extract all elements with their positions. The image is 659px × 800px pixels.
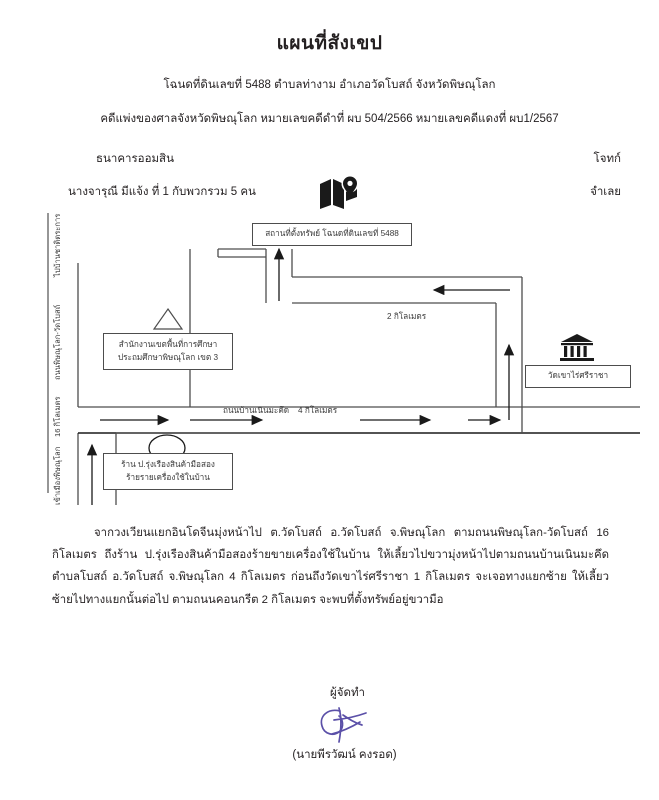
highway-label-distance: 16 กิโลเมตร (53, 396, 62, 437)
asset-location-label: สถานที่ตั้งทรัพย์ โฉนดที่ดินเลขที่ 5488 (252, 223, 412, 246)
temple-label: วัดเขาไร่ศรีราชา (525, 365, 631, 388)
shop-label-line1: ร้าน ป.รุ่งเรืองสินค้ามือสอง (121, 460, 215, 469)
triangle-icon (154, 309, 182, 329)
shop-label (103, 453, 233, 490)
school-label (103, 333, 233, 370)
school-label-line2: ประถมศึกษาพิษณุโลก เขต 3 (117, 352, 219, 362)
sketch-map (30, 205, 640, 510)
header-line-deed: โฉนดที่ดินเลขที่ 5488 ตำบลท่างาม อำเภอวัดโบสถ์ จังหวัดพิษณุโลก (163, 79, 496, 91)
highway-label-name: ถนนพิษณุโลก-วัดโบสถ์ (53, 304, 62, 380)
highway-label-bottom: เข้าเมืองพิษณุโลก (53, 446, 62, 505)
page-title: แผนที่สังเขป (276, 33, 383, 54)
temple-icon (560, 333, 594, 363)
signature-name: (นายพีรวัฒน์ คงรอด) (292, 749, 397, 761)
signature-role: ผู้จัดทำ (330, 687, 365, 699)
highway-label-top: ไปบ้านชาติตระการ (53, 213, 62, 277)
signature-mark (30, 702, 659, 746)
plaintiff-name: ธนาคารออมสิน (96, 153, 174, 165)
main-road-name: ถนนบ้านเนินมะคึด (223, 406, 290, 415)
plaintiff-role: โจทก์ (593, 153, 621, 165)
defendant-name: นางจารุณี มีแจ้ง ที่ 1 กับพวกรวม 5 คน (68, 186, 256, 198)
defendant-role: จำเลย (590, 186, 621, 198)
school-label-line1: สำนักงานเขตพื้นที่การศึกษา (118, 340, 218, 349)
map-pin-icon (318, 175, 362, 211)
signature-block (0, 684, 659, 764)
main-road-distance: 4 กิโลเมตร (298, 406, 338, 415)
route-description-paragraph: จากวงเวียนแยกอินโดจีนมุ่งหน้าไป ต.วัดโบสถ์ อ.วัดโบสถ์ จ.พิษณุโลก ตามถนนพิษณุโลก-วัดโบสถ์ 16 กิโลเมตร ถึงร้าน ป.รุ่งเรืองสินค้ามือสองร้ายขายเครื่องใช้ในบ้าน ให้เลี้ยวไปขวามุ่งหน้าไปตามถนนบ้านเนินมะคึด ตำบลโบสถ์ อ.วัดโบสถ์ จ.พิษณุโลก 4 กิโลเมตร ก่อนถึงวัดเขาไร่ศรีราชา 1 กิโลเมตร จะเจอทางแยกซ้าย ให้เลี้ยวซ้ายไปทางแยกนั้นต่อไป ตามถนนคอนกรีต 2 กิโลเมตร จะพบที่ตั้งทรัพย์อยู่ขวามือ (52, 527, 609, 606)
header-line-case: คดีแพ่งของศาลจังหวัดพิษณุโลก หมายเลขคดีดำที่ ผบ 504/2566 หมายเลขคดีแดงที่ ผบ1/2567 (100, 113, 559, 125)
branch-road-distance: 2 กิโลเมตร (387, 312, 427, 321)
shop-label-line2: ร้ายรายเครื่องใช้ในบ้าน (126, 472, 210, 482)
